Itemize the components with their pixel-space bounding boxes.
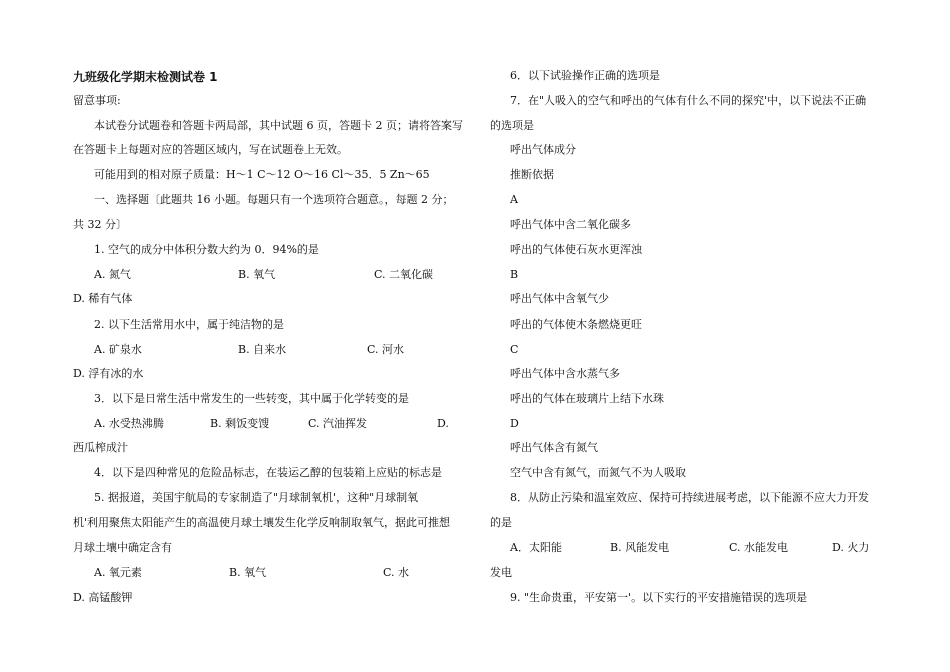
question-3: 3．以下是日常生活中常发生的一些转变，其中属于化学转变的是 — [94, 392, 409, 405]
question-8-line-2: 的是 — [490, 516, 512, 529]
q3-option-a: A. 水受热沸腾 — [94, 417, 164, 430]
section-1-line-2: 共 32 分〕 — [73, 218, 127, 231]
row-c-label: C — [510, 343, 519, 356]
row-a-basis: 呼出的气体使石灰水更浑浊 — [510, 243, 642, 256]
question-8-line-1: 8．从防止污染和温室效应、保持可持续进展考虑，以下能源不应大力开发 — [510, 491, 869, 504]
q1-option-b: B. 氧气 — [238, 268, 276, 281]
q8-option-d-cont: 发电 — [490, 566, 512, 579]
row-a-label: A — [510, 193, 518, 206]
question-6: 6．以下试验操作正确的选项是 — [510, 69, 660, 82]
q5-option-b: B. 氧气 — [229, 566, 267, 579]
question-1: 1. 空气的成分中体积分数大约为 0．94%的是 — [94, 243, 319, 256]
q2-option-d: D. 浮有冰的水 — [73, 367, 144, 380]
row-b-component: 呼出气体中含氧气少 — [510, 292, 609, 305]
q8-option-a: A．太阳能 — [510, 541, 562, 554]
q5-option-d: D. 高锰酸钾 — [73, 591, 133, 604]
q5-option-a: A. 氧元素 — [94, 566, 142, 579]
q8-option-b: B. 风能发电 — [610, 541, 670, 554]
row-a-component: 呼出气体中含二氧化碳多 — [510, 218, 631, 231]
question-5-line-3: 月球土壤中确定含有 — [73, 541, 172, 554]
row-d-component: 呼出气体含有氮气 — [510, 441, 598, 454]
q1-option-c: C. 二氧化碳 — [374, 268, 434, 281]
q8-option-c: C. 水能发电 — [729, 541, 789, 554]
q5-option-c: C. 水 — [383, 566, 410, 579]
notice-line-2: 在答题卡上每题对应的答题区域内，写在试题卷上无效。 — [73, 143, 348, 156]
q3-option-d: 西瓜榨成汁 — [73, 441, 128, 454]
row-d-basis: 空气中含有氮气，而氮气不为人吸取 — [510, 466, 686, 479]
row-d-label: D — [510, 417, 519, 430]
q3-option-c: C. 汽油挥发 — [308, 417, 368, 430]
question-7-line-1: 7．在"人吸入的空气和呼出的气体有什么不同的探究'中，以下说法不正确 — [510, 94, 867, 107]
row-b-basis: 呼出的气体使木条燃烧更旺 — [510, 318, 642, 331]
q3-option-d-label: D. — [437, 417, 449, 430]
q2-option-b: B. 自来水 — [238, 343, 287, 356]
table-header-basis: 推断依据 — [510, 168, 554, 181]
question-7-line-2: 的选项是 — [490, 119, 534, 132]
row-c-component: 呼出气体中含水蒸气多 — [510, 367, 620, 380]
question-2: 2. 以下生活常用水中，属于纯洁物的是 — [94, 318, 284, 331]
notice-line-1: 本试卷分试题卷和答题卡两局部，其中试题 6 页，答题卡 2 页；请将答案写 — [94, 119, 463, 132]
table-header-component: 呼出气体成分 — [510, 143, 576, 156]
row-c-basis: 呼出的气体在玻璃片上结下水珠 — [510, 392, 664, 405]
question-5-line-2: 机'利用聚焦太阳能产生的高温使月球土壤发生化学反响制取氧气，据此可推想 — [73, 516, 451, 529]
atomic-masses: 可能用到的相对原子质量：H～1 C～12 O～16 Cl～35．5 Zn～65 — [94, 168, 430, 181]
question-5-line-1: 5. 据报道，美国宇航局的专家制造了"月球制氧机'，这种"月球制氧 — [94, 491, 419, 504]
row-b-label: B — [510, 268, 519, 281]
question-4: 4．以下是四种常见的危险品标志，在装运乙醇的包装箱上应贴的标志是 — [94, 466, 442, 479]
exam-title: 九班级化学期末检测试卷 1 — [73, 70, 218, 84]
section-1-line-1: 一、选择题〔此题共 16 小题。每题只有一个选项符合题意。，每题 2 分； — [94, 193, 454, 206]
q2-option-c: C. 河水 — [367, 343, 405, 356]
q2-option-a: A. 矿泉水 — [94, 343, 142, 356]
question-9: 9. "生命贵重，平安第一'。以下实行的平安措施错误的选项是 — [510, 591, 808, 604]
q3-option-b: B. 剩饭变馊 — [210, 417, 270, 430]
notice-heading: 留意事项: — [73, 94, 121, 107]
q1-option-d: D. 稀有气体 — [73, 292, 133, 305]
q8-option-d: D. 火力 — [832, 541, 870, 554]
q1-option-a: A. 氮气 — [94, 268, 131, 281]
